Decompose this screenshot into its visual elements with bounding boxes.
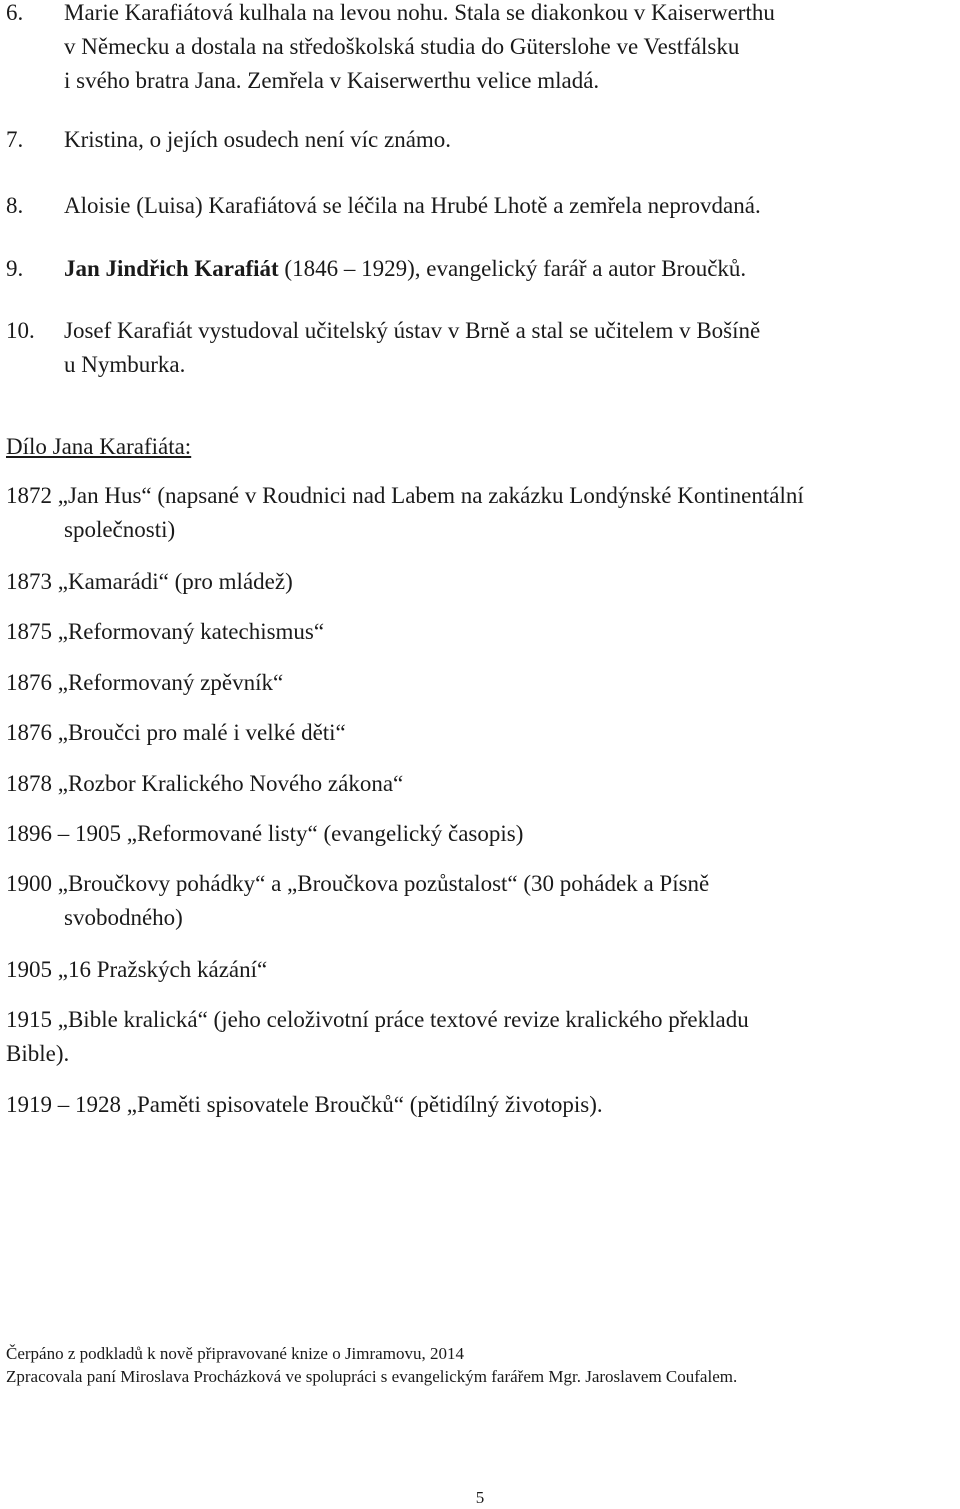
list-item-10 (6, 314, 956, 382)
list-line: Kristina, o jejích osudech není víc známo. (64, 127, 452, 152)
footer-source: Čerpáno z podkladů k nově připravované knize o Jimramovu, 2014 (6, 1344, 464, 1363)
work-item (6, 767, 956, 801)
work-item (6, 953, 956, 987)
list-number: 8. (6, 193, 24, 218)
work-continuation: společnosti) (64, 517, 176, 542)
work-item (6, 615, 956, 649)
works-heading: Dílo Jana Karafiáta: (6, 434, 192, 459)
list-line: Marie Karafiátová kulhala na levou nohu. Stala se diakonkou v Kaiserwerthu (64, 0, 775, 25)
work-line: 1905 „16 Pražských kázání“ (6, 957, 268, 982)
work-line: 1915 „Bible kralická“ (jeho celoživotní práce textové revize kralického překladu (6, 1007, 749, 1032)
work-continuation: svobodného) (64, 905, 183, 930)
footer-credits: Zpracovala paní Miroslava Procházková ve spolupráci s evangelickým farářem Mgr. Jaroslavem Coufalem. (6, 1367, 738, 1386)
page-number: 5 (475, 1488, 485, 1507)
work-item (6, 1088, 956, 1122)
work-item (6, 867, 956, 935)
work-line: 1872 „Jan Hus“ (napsané v Roudnici nad Labem na zakázku Londýnské Kontinentální (6, 483, 804, 508)
work-line: 1876 „Reformovaný zpěvník“ (6, 670, 284, 695)
list-number: 7. (6, 127, 24, 152)
work-line: 1878 „Rozbor Kralického Nového zákona“ (6, 771, 404, 796)
list-item-8 (6, 189, 956, 223)
person-description: (1846 – 1929), evangelický farář a autor Broučků. (278, 256, 747, 281)
work-line: 1873 „Kamarádi“ (pro mládež) (6, 569, 293, 594)
work-item (6, 817, 956, 851)
list-line (64, 252, 956, 286)
work-line: 1896 – 1905 „Reformované listy“ (evangelický časopis) (6, 821, 524, 846)
list-item-7 (6, 123, 956, 157)
list-item-9 (6, 252, 956, 286)
work-line: 1919 – 1928 „Paměti spisovatele Broučků“ (pětidílný životopis). (6, 1092, 603, 1117)
work-item (6, 716, 956, 750)
work-item (6, 666, 956, 700)
work-item (6, 479, 956, 547)
work-item (6, 1003, 956, 1071)
work-continuation: Bible). (6, 1041, 70, 1066)
work-line: 1900 „Broučkovy pohádky“ a „Broučkova pozůstalost“ (30 pohádek a Písně (6, 871, 710, 896)
person-name: Jan Jindřich Karafiát (64, 256, 279, 281)
work-item (6, 565, 956, 599)
list-line: u Nymburka. (64, 352, 186, 377)
list-number: 6. (6, 0, 24, 25)
list-item-6 (6, 0, 956, 98)
list-number: 10. (6, 318, 35, 343)
list-line: Aloisie (Luisa) Karafiátová se léčila na Hrubé Lhotě a zemřela neprovdaná. (64, 193, 761, 218)
list-line: Josef Karafiát vystudoval učitelský ústav v Brně a stal se učitelem v Bošíně (64, 318, 761, 343)
list-line: i svého bratra Jana. Zemřela v Kaiserwerthu velice mladá. (64, 68, 600, 93)
work-line: 1875 „Reformovaný katechismus“ (6, 619, 325, 644)
work-line: 1876 „Broučci pro malé i velké děti“ (6, 720, 346, 745)
list-number: 9. (6, 256, 24, 281)
list-line: v Německu a dostala na středoškolská studia do Güterslohe ve Vestfálsku (64, 34, 740, 59)
